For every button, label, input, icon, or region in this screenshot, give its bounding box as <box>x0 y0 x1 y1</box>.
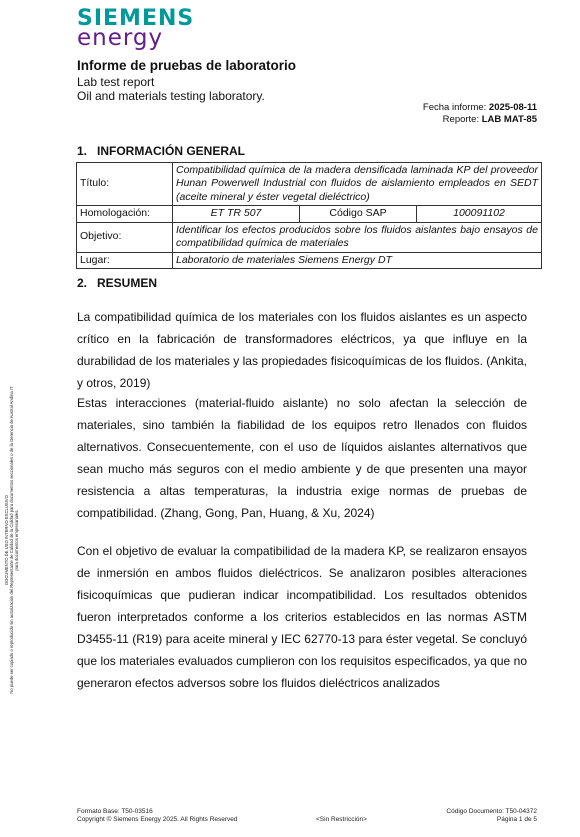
footer-copyright: Copyright © Siemens Energy 2025. All Rights Reserved <box>77 816 238 823</box>
table-row-objetivo <box>77 222 542 252</box>
resumen-paragraph-3: Con el objetivo de evaluar la compatibilidad de la madera KP, se realizaron ensayos de inmersión en ambos fluidos dieléctricos. Se analizaron posibles alteraciones fisicoquímicas que pudieran indicar incompatibilidad. Los resultados obtenidos fueron interpretados conforme a los criterios establecidos en las normas ASTM D3455-11 (R19) para aceite mineral y IEC 62770-13 para éster vegetal. Se concluyó que los materiales evaluados cumplieron con los requisitos especificados, ya que no generaron efectos adversos sobre los fluidos dieléctricos analizados <box>77 544 527 690</box>
table-row-titulo <box>77 163 542 206</box>
table-row-lugar <box>77 252 542 268</box>
internal-use-side-note <box>4 360 34 720</box>
report-id <box>443 114 537 125</box>
logo-line-energy: energy <box>77 25 164 51</box>
objetivo-label: Objetivo: <box>77 222 173 252</box>
side-note-line-1: DOCUMENTO DE USO INTERNO EXCLUSIVO <box>4 495 9 585</box>
titulo-label: Título: <box>77 163 173 206</box>
section-title: RESUMEN <box>97 276 158 290</box>
homologacion-value: ET TR 507 <box>173 206 300 222</box>
report-subtitle-lab: Oil and materials testing laboratory. <box>77 89 265 103</box>
report-date <box>423 102 537 113</box>
resumen-paragraph-1: La compatibilidad química de los materiales con los fluidos aislantes es un aspecto crítico en la fabricación de transformadores eléctricos, ya que influye en la durabilidad de los materiales y las propiedades fisicoquímicas de los fluidos. (Ankita, y otros, 2019) <box>77 310 527 390</box>
side-note-line-3: para documentos empresariales. <box>14 509 20 571</box>
footer-right <box>446 808 537 824</box>
resumen-paragraph-2: Estas interacciones (material-fluido aislante) no solo afectan la selección de materiales, sino también la fiabilidad de los equipos retro llenados con fluidos alternativos. Consecuentemente, con el uso de líquidos aislantes alternativos que sean mucho más seguros con el medio ambiente y de que presenten una mayor resistencia a altas temperaturas, la industria exige normas de pruebas de compatibilidad. (Zhang, Gong, Pan, Huang, & Xu, 2024) <box>77 396 527 520</box>
footer-page-number: Página 1 de 5 <box>496 816 537 823</box>
section-number: 1. <box>77 144 88 158</box>
report-date-value: 2025-08-11 <box>488 102 537 113</box>
footer-format: Formato Base: T50-03516 <box>77 808 153 815</box>
footer-document-code: Código Documento: T50-04372 <box>446 808 537 815</box>
siemens-energy-logo <box>77 8 194 50</box>
homologacion-label: Homologación: <box>77 206 173 222</box>
general-info-table <box>76 162 542 269</box>
lugar-value: Laboratorio de materiales Siemens Energy DT <box>173 252 542 268</box>
report-subtitle-en: Lab test report <box>77 75 155 89</box>
report-date-label: Fecha informe: <box>422 102 489 113</box>
section-heading-general-info <box>77 144 245 158</box>
table-row-homologacion <box>77 206 542 222</box>
logo-line-siemens: SIEMENS <box>77 6 195 31</box>
section-heading-resumen <box>77 276 157 290</box>
report-title: Informe de pruebas de laboratorio <box>77 58 297 73</box>
footer-left <box>77 808 238 824</box>
objetivo-value: Identificar los efectos producidos sobre los fluidos aislantes bajo ensayos de compatibilidad química de materiales <box>173 222 542 252</box>
codigo-sap-label: Código SAP <box>300 206 417 222</box>
side-note-line-2: No puede ser copiado o reproducido sin autorización del Representante de Calidad de la Calidad para documentos seccionales o de la Gerencia de Austral Andina IT <box>9 386 15 694</box>
report-id-value: LAB MAT-85 <box>481 114 537 125</box>
section-number: 2. <box>77 276 88 290</box>
codigo-sap-value: 100091102 <box>417 206 542 222</box>
report-id-label: Reporte: <box>442 114 482 125</box>
titulo-value: Compatibilidad química de la madera densificada laminada KP del proveedor Hunan Powerwell Industrial con fluidos de aislamiento empleados en SEDT (aceite mineral y éster vegetal dieléctrico) <box>173 163 542 206</box>
lugar-label: Lugar: <box>77 252 173 268</box>
section-title: INFORMACIÓN GENERAL <box>97 144 245 158</box>
footer-restriction: <Sin Restricción> <box>316 816 367 823</box>
